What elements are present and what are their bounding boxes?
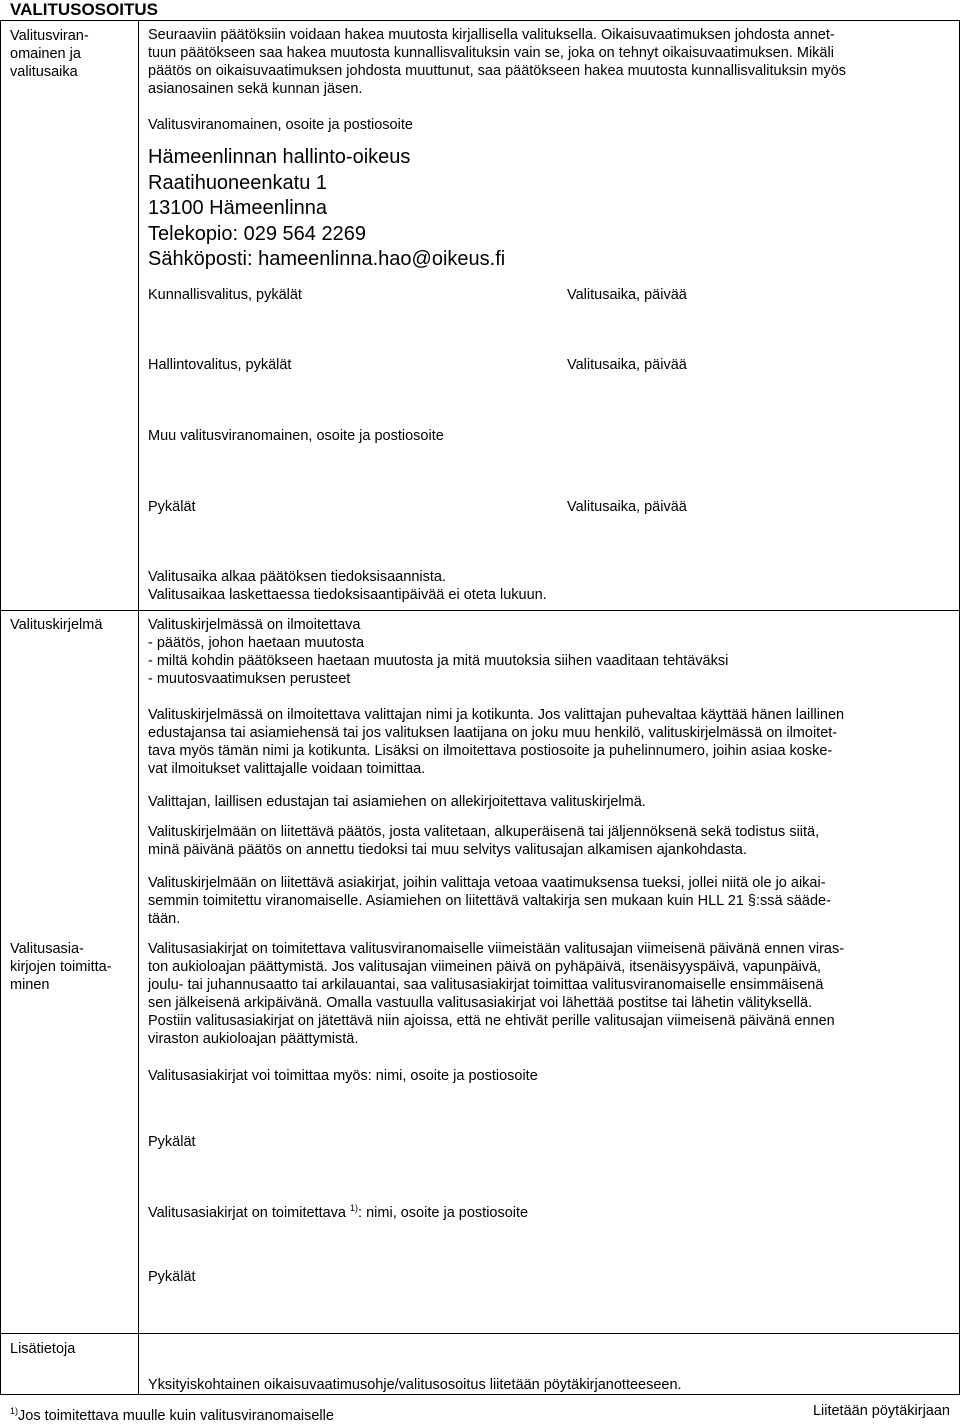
paragraph-line: ton aukioloajan päättymistä. Jos valitusajan viimeinen päivä on pyhäpäivä, itsenäisyyspäivä, vapunpäivä, — [148, 959, 822, 975]
authority-name: Hämeenlinnan hallinto-oikeus — [148, 146, 411, 168]
lisatietoja-note: Yksityiskohtainen oikaisuvaatimusohje/valitusosoitus liitetään pöytäkirjanotteeseen. — [148, 1377, 682, 1393]
footer-footnote-text: Jos toimitettava muulle kuin valitusviranomaiselle — [18, 1408, 334, 1424]
kunnallisvalitus-time-label: Valitusaika, päivää — [567, 287, 687, 303]
paragraph-line: Valituskirjelmään on liitettävä päätös, josta valitetaan, alkuperäisenä tai jäljennöksenä sekä todistus siitä, — [148, 824, 820, 840]
requirements-list — [148, 616, 728, 688]
paragraph-line: Valittajan, laillisen edustajan tai asiamiehen on allekirjoitettava valituskirjelmä. — [148, 794, 646, 810]
paragraph-line: tava myös tämän nimi ja kotikunta. Lisäksi on ilmoitettava postiosoite ja puhelinnumero, joihin asiaa koske- — [148, 743, 833, 759]
paragraph-line: Postiin valitusasiakirjat on jätettävä niin ajoissa, että ne ehtivät perille valitusajan viimeisenä päivänä ennen — [148, 1013, 835, 1029]
paragraph-valittajan-nimi — [148, 706, 844, 778]
section-label-valitusviranomainen — [10, 27, 89, 81]
intro-line: tuun päätökseen saa hakea muutosta kunnallisvalituksin vain se, joka on tehnyt oikaisuvaatimuksen. Mikäli — [148, 45, 834, 61]
start-note — [148, 568, 547, 604]
kunnallisvalitus-label: Kunnallisvalitus, pykälät — [148, 287, 302, 303]
paragraph-toimittaminen — [148, 940, 844, 1048]
label-line: kirjojen toimitta- — [10, 959, 112, 975]
rule-valituskirjelma — [0, 610, 960, 611]
paragraph-line: minä päivänä päätös on annettu tiedoksi tai muu selvitys valitusajan alkamisen ajankohdasta. — [148, 842, 747, 858]
rule-column — [138, 20, 139, 1394]
footer-footnote — [10, 1402, 334, 1425]
list-item: - päätös, johon haetaan muutosta — [148, 635, 365, 651]
intro-line: Seuraaviin päätöksiin voidaan hakea muutosta kirjallisella valituksella. Oikaisuvaatimuksen johdosta annet- — [148, 27, 835, 43]
footnote-deliver-label — [148, 1199, 528, 1222]
also-deliver-label: Valitusasiakirjat voi toimittaa myös: nimi, osoite ja postiosoite — [148, 1068, 538, 1084]
paragraph-line: viraston aukioloajan päättymistä. — [148, 1031, 359, 1047]
start-note-line: Valitusaikaa laskettaessa tiedoksisaantipäivää ei oteta lukuun. — [148, 587, 547, 603]
rule-bottom — [0, 1394, 960, 1395]
footnote-deliver-text: Valitusasiakirjat on toimitettava — [148, 1205, 351, 1221]
footnote-deliver-text-end: : nimi, osoite ja postiosoite — [358, 1205, 529, 1221]
list-item: - miltä kohdin päätökseen haetaan muutosta ja mitä muutoksia siihen vaaditaan tehtäväksi — [148, 653, 729, 669]
footnote-mark: 1) — [350, 1203, 359, 1213]
paragraph-line: Valitusasiakirjat on toimitettava valitusviranomaiselle viimeistään valitusajan viimeisenä päivänä ennen viras- — [148, 941, 845, 957]
muu-time-label: Valitusaika, päivää — [567, 499, 687, 515]
label-line: Valitusasia- — [10, 941, 84, 957]
footer-right-note: Liitetään pöytäkirjaan — [812, 1403, 950, 1419]
paragraph-liitettava-paatos — [148, 823, 819, 859]
section-label-toimittaminen — [10, 940, 112, 994]
authority-fax: Telekopio: 029 564 2269 — [148, 222, 366, 245]
paragraph-allekirjoitus — [148, 793, 646, 811]
list-item: Valituskirjelmässä on ilmoitettava — [148, 617, 361, 633]
rule-top — [0, 20, 960, 21]
section-label-valituskirjelma: Valituskirjelmä — [10, 617, 103, 633]
rule-lisatietoja — [0, 1333, 960, 1334]
paragraph-line: sen jälkeisenä arkipäivänä. Omalla vastuulla valitusasiakirjat voi lähettää postitse tai lähetin välityksellä. — [148, 995, 813, 1011]
list-item: - muutosvaatimuksen perusteet — [148, 671, 351, 687]
section-label-lisatietoja: Lisätietoja — [10, 1341, 76, 1357]
hallintovalitus-label: Hallintovalitus, pykälät — [148, 357, 292, 373]
hallintovalitus-time-label: Valitusaika, päivää — [567, 357, 687, 373]
authority-postal: 13100 Hämeenlinna — [148, 197, 328, 219]
footer-footnote-mark: 1) — [10, 1406, 19, 1416]
muu-viranomainen-label: Muu valitusviranomainen, osoite ja postiosoite — [148, 428, 444, 444]
paragraph-line: joulu- tai juhannusaatto tai arkilauantai, saa valitusasiakirjat toimittaa valitusviranomaiselle ensimmäisenä — [148, 977, 824, 993]
authority-label: Valitusviranomainen, osoite ja postiosoite — [148, 117, 413, 133]
pykalat-label-2: Pykälät — [148, 1269, 196, 1285]
document-title: VALITUSOSOITUS — [10, 0, 158, 19]
label-line: minen — [10, 977, 50, 993]
authority-address — [148, 145, 505, 273]
pykalat-label-1: Pykälät — [148, 1134, 196, 1150]
authority-street: Raatihuoneenkatu 1 — [148, 171, 328, 194]
label-line: omainen ja — [10, 46, 81, 62]
rule-left — [0, 20, 1, 1394]
intro-line: päätös on oikaisuvaatimuksen johdosta muuttunut, saa päätökseen hakea muutosta kunnallisvalituksin myös — [148, 63, 847, 79]
muu-pykalat-label: Pykälät — [148, 499, 196, 515]
intro-paragraph — [148, 26, 846, 98]
intro-line: asianosainen sekä kunnan jäsen. — [148, 81, 363, 97]
paragraph-line: Valituskirjelmään on liitettävä asiakirjat, joihin valittaja vetoaa vaatimuksensa tueksi, jollei niitä ole jo aikai- — [148, 875, 826, 891]
paragraph-line: semmin toimitettu viranomaiselle. Asiamiehen on liitettävä valtakirja sen mukaan kuin HLL 21 §:ssä sääde- — [148, 893, 831, 909]
authority-email: Sähköposti: hameenlinna.hao@oikeus.fi — [148, 248, 506, 270]
label-line: Valitusviran- — [10, 28, 89, 44]
label-line: valitusaika — [10, 64, 78, 80]
paragraph-liitettavat-asiakirjat — [148, 874, 831, 928]
paragraph-line: vat ilmoitukset valittajalle voidaan toimittaa. — [148, 761, 426, 777]
paragraph-line: edustajansa tai asiamiehensä tai jos valituksen laatijana on joku muu henkilö, valituskirjelmässä on ilmoitet- — [148, 725, 838, 741]
paragraph-line: Valituskirjelmässä on ilmoitettava valittajan nimi ja kotikunta. Jos valittajan puhevaltaa käyttää hänen laillinen — [148, 707, 845, 723]
start-note-line: Valitusaika alkaa päätöksen tiedoksisaannista. — [148, 569, 446, 585]
paragraph-line: tään. — [148, 911, 181, 927]
